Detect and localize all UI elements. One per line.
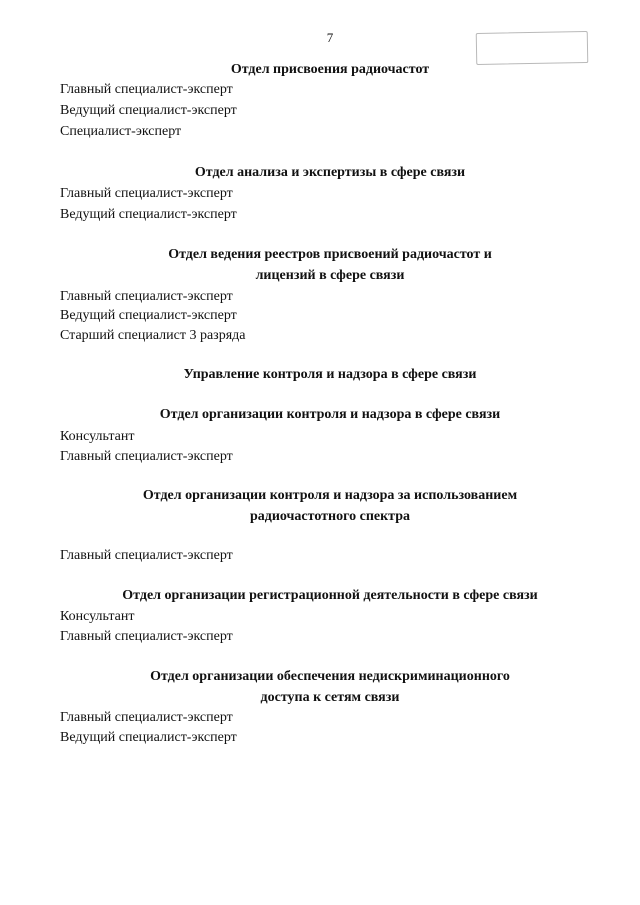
section-heading: радиочастотного спектра — [249, 509, 411, 524]
position-item: Главный специалист-эксперт — [60, 82, 233, 97]
position-item: Главный специалист-эксперт — [60, 548, 233, 563]
section-heading: Отдел организации контроля и надзора в сфере связи — [159, 407, 501, 422]
position-item: Главный специалист-эксперт — [60, 449, 233, 464]
section-heading: Отдел организации обеспечения недискриминационного — [150, 669, 510, 684]
section-heading: Отдел организации контроля и надзора за использованием — [142, 488, 518, 503]
section-heading: лицензий в сфере связи — [255, 268, 405, 283]
section-heading: Отдел организации регистрационной деятельности в сфере связи — [122, 588, 538, 603]
department-heading: Управление контроля и надзора в сфере связи — [183, 367, 477, 382]
page-number: 7 — [326, 30, 334, 45]
position-item: Главный специалист-эксперт — [60, 186, 233, 201]
position-item: Ведущий специалист-эксперт — [60, 103, 237, 118]
position-item: Главный специалист-эксперт — [60, 710, 233, 725]
position-item: Консультант — [60, 429, 135, 444]
section-heading: Отдел присвоения радиочастот — [230, 62, 430, 77]
position-item: Ведущий специалист-эксперт — [60, 730, 237, 745]
section-heading: доступа к сетям связи — [260, 690, 400, 705]
position-item: Ведущий специалист-эксперт — [60, 207, 237, 222]
position-item: Старший специалист 3 разряда — [60, 328, 246, 343]
position-item: Консультант — [60, 609, 135, 624]
position-item: Главный специалист-эксперт — [60, 289, 233, 304]
position-item: Главный специалист-эксперт — [60, 629, 233, 644]
section-heading: Отдел анализа и экспертизы в сфере связи — [194, 165, 466, 180]
position-item: Специалист-эксперт — [60, 124, 182, 139]
position-item: Ведущий специалист-эксперт — [60, 308, 237, 323]
section-heading: Отдел ведения реестров присвоений радиочастот и — [168, 247, 492, 262]
